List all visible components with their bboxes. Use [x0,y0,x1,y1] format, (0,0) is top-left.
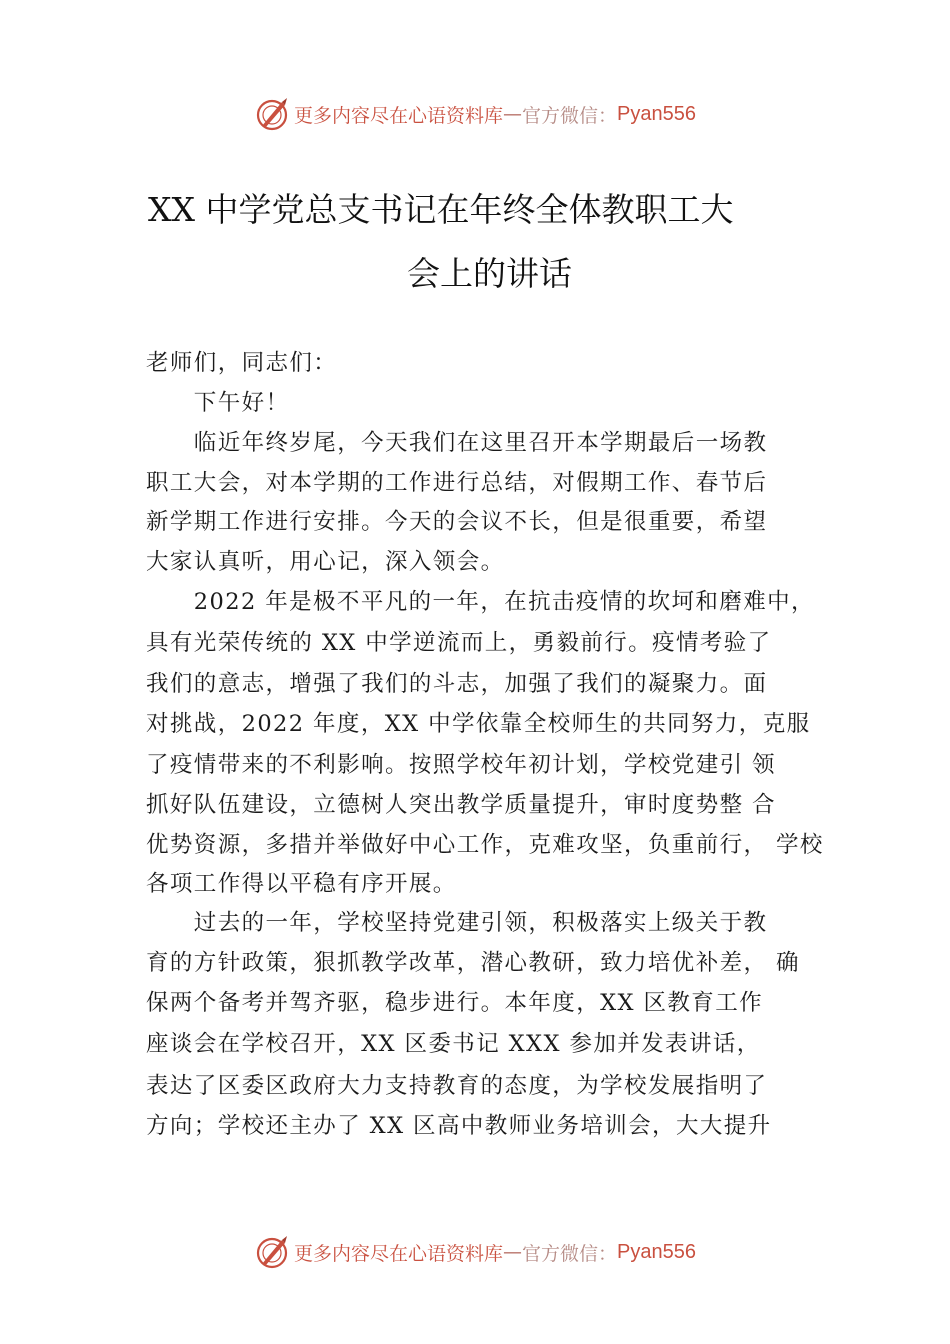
header-banner [0,94,950,134]
body-line: 大家认真听，用心记，深入领会。 [146,549,505,575]
body-line: 职工大会，对本学期的工作进行总结，对假期工作、春节后 [146,470,768,496]
banner-separator: — [503,1241,523,1263]
body-line: 保两个备考并驾齐驱，稳步进行。本年度，XX 区教育工作 [146,990,763,1016]
body-line: 了疫情带来的不利影响。按照学校年初计划，学校党建引 领 [146,752,776,778]
body-line: 座谈会在学校召开，XX 区委书记 XXX 参加并发表讲话， [146,1031,761,1057]
banner-wechat-label: 官方微信： [522,1242,618,1265]
body-line: 抓好队伍建设，立德树人突出教学质量提升，审时度势整 合 [146,792,776,818]
body-line: 我们的意志，增强了我们的斗志，加强了我们的凝聚力。面 [146,671,768,697]
body-line: 老师们，同志们： [146,350,338,376]
body-line: 优势资源，多措并举做好中心工作，克难攻坚，负重前行， 学校 [146,832,824,858]
banner-separator: — [503,103,523,125]
body-line: 临近年终岁尾，今天我们在这里召开本学期最后一场教 [146,430,768,456]
body-line: 下午好！ [146,390,290,416]
banner-text: 更多内容尽在心语资料库 [294,1242,504,1265]
body-line: 方向；学校还主办了 XX 区高中教师业务培训会，大大提升 [146,1113,772,1139]
body-line: 表达了区委区政府大力支持教育的态度，为学校发展指明了 [146,1073,768,1099]
banner-wechat-id: Pyan556 [617,1240,696,1263]
banner-wechat-label: 官方微信： [522,104,618,127]
body-line: 育的方针政策，狠抓教学改革，潜心教研，致力培优补差， 确 [146,950,800,976]
quill-seal-icon [254,1234,290,1270]
body-line: 过去的一年，学校坚持党建引领，积极落实上级关于教 [146,910,768,936]
banner-wechat-id: Pyan556 [617,102,696,125]
document-title-line-1: XX 中学党总支书记在年终全体教职工大 [148,190,734,229]
banner-text: 更多内容尽在心语资料库 [294,104,504,127]
body-line: 各项工作得以平稳有序开展。 [146,871,457,897]
body-line: 新学期工作进行安排。今天的会议不长，但是很重要，希望 [146,509,768,535]
body-line: 2022 年是极不平凡的一年，在抗击疫情的坎坷和磨难中， [146,589,815,615]
quill-seal-icon [254,96,290,132]
body-line: 具有光荣传统的 XX 中学逆流而上，勇毅前行。疫情考验了 [146,630,772,656]
document-title-line-2: 会上的讲话 [407,254,572,293]
footer-banner [0,1232,950,1272]
body-line: 对挑战，2022 年度，XX 中学依靠全校师生的共同努力，克服 [146,711,811,737]
